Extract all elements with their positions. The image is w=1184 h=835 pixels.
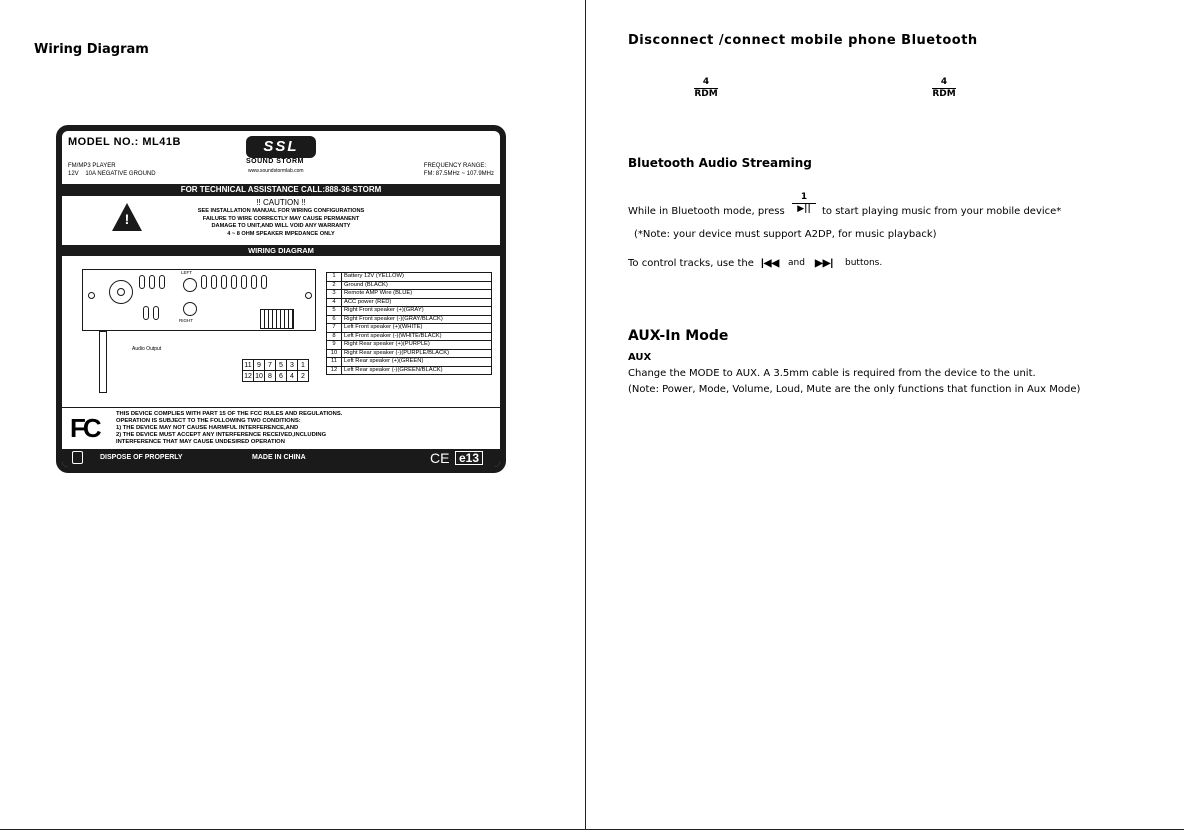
wire-number: 11 xyxy=(327,358,342,367)
wire-row xyxy=(327,298,492,307)
right-label: RIGHT xyxy=(179,318,193,323)
rdm-number: 4 xyxy=(694,77,718,89)
play-pause-button xyxy=(792,192,816,215)
wire-number: 3 xyxy=(327,290,342,299)
wire-label: Right Rear speaker (-)(PURPLE/BLACK) xyxy=(342,349,492,358)
pin-cell: 2 xyxy=(298,371,309,382)
slot-icon xyxy=(149,275,155,289)
pin-cell: 12 xyxy=(244,372,252,380)
pin-cell: 9 xyxy=(254,360,265,371)
fcc-line: 1) THE DEVICE MAY NOT CAUSE HARMFUL INTERFERENCE,AND xyxy=(116,425,299,431)
wire-row xyxy=(327,324,492,333)
player-line: FM/MP3 PLAYER xyxy=(68,163,116,169)
streaming-pre: While in Bluetooth mode, press xyxy=(628,206,785,217)
fcc-line: THIS DEVICE COMPLIES WITH PART 15 OF THE FCC RULES AND REGULATIONS. xyxy=(116,411,343,417)
wire-number: 1 xyxy=(327,273,342,282)
right-page xyxy=(586,0,1184,830)
made-in-label: MADE IN CHINA xyxy=(252,454,306,461)
wire-row xyxy=(327,349,492,358)
pin-cell: 10 xyxy=(255,372,263,380)
wire-label: Remote AMP Wire (BLUE) xyxy=(342,290,492,299)
play-number: 1 xyxy=(792,192,816,204)
streaming-title: Bluetooth Audio Streaming xyxy=(628,156,812,170)
pin-cell: 3 xyxy=(287,360,298,371)
fcc-line: INTERFERENCE THAT MAY CAUSE UNDESIRED OPERATION xyxy=(116,439,285,445)
right-rca-icon xyxy=(183,302,197,316)
pin-row xyxy=(243,371,309,382)
wire-label: Left Front speaker (-)(WHITE/BLACK) xyxy=(342,332,492,341)
screw-icon xyxy=(88,292,95,299)
aux-subtitle: AUX xyxy=(628,352,652,363)
slot-icon xyxy=(143,306,149,320)
tech-assist-bar: FOR TECHNICAL ASSISTANCE CALL:888-36-STORM xyxy=(62,184,500,196)
slot-icon xyxy=(159,275,165,289)
ssl-logo: SSL xyxy=(246,136,316,158)
iso-connector-icon xyxy=(260,309,294,329)
fcc-logo: FC xyxy=(70,413,99,443)
wire-number: 9 xyxy=(327,341,342,350)
pin-layout-table xyxy=(242,359,309,382)
fcc-line: 2) THE DEVICE MUST ACCEPT ANY INTERFERENCE RECEIVED,INCLUDING xyxy=(116,432,327,438)
e13-mark: e13 xyxy=(455,451,483,465)
exclamation-icon: ! xyxy=(124,211,130,227)
rdm-label: RDM xyxy=(694,89,718,99)
wire-number: 2 xyxy=(327,281,342,290)
tracks-pre: To control tracks, use the xyxy=(628,258,754,269)
divider xyxy=(62,407,500,408)
slot-icon xyxy=(139,275,145,289)
wire-row xyxy=(327,307,492,316)
left-label: LEFT xyxy=(181,270,193,275)
wire-row xyxy=(327,366,492,375)
aux-instruction: Change the MODE to AUX. A 3.5mm cable is required from the device to the unit. xyxy=(628,368,1036,379)
wire-row xyxy=(327,341,492,350)
pin-cell: 6 xyxy=(276,371,287,382)
wire-number: 12 xyxy=(327,366,342,375)
wire-label: Right Front speaker (-)(GRAY/BLACK) xyxy=(342,315,492,324)
slot-icon xyxy=(153,306,159,320)
a2dp-note: (*Note: your device must support A2DP, for music playback) xyxy=(634,229,937,240)
caution-text xyxy=(167,208,395,238)
website: www.soundstormlab.com xyxy=(248,168,304,174)
wire-label: Battery 12V (YELLOW) xyxy=(342,273,492,282)
pin-cell: 1 xyxy=(298,360,309,371)
left-page xyxy=(0,0,586,830)
freq-label: FREQUENCY RANGE: xyxy=(423,163,487,169)
aux-title: AUX-In Mode xyxy=(628,328,729,344)
wire-row xyxy=(327,358,492,367)
tracks-and: and xyxy=(788,258,805,268)
label-plate xyxy=(56,125,506,473)
audio-output-label: Audio Output xyxy=(132,346,162,352)
recycle-bin-icon xyxy=(72,451,83,464)
slot-icon xyxy=(261,275,267,289)
ce-mark: CE xyxy=(430,450,450,466)
wire-label: Left Rear speaker (-)(GREEN/BLACK) xyxy=(342,366,492,375)
pin-cell: 7 xyxy=(265,360,276,371)
wire-label: Left Rear speaker (+)(GREEN) xyxy=(342,358,492,367)
rdm-number: 4 xyxy=(932,77,956,89)
previous-track-icon: |◀◀ xyxy=(761,258,780,269)
rdm-button-1 xyxy=(694,77,718,100)
player-info xyxy=(68,162,156,178)
wire-number: 10 xyxy=(327,349,342,358)
wire-number: 5 xyxy=(327,307,342,316)
pin-cell: 5 xyxy=(276,360,287,371)
rdm-button-2 xyxy=(932,77,956,100)
wire-label: Ground (BLACK) xyxy=(342,281,492,290)
wire-number: 8 xyxy=(327,332,342,341)
wire-number: 7 xyxy=(327,324,342,333)
wire-row xyxy=(327,315,492,324)
slot-icon xyxy=(211,275,217,289)
wire-row xyxy=(327,332,492,341)
wire-row xyxy=(327,273,492,282)
bottom-rule xyxy=(0,829,1184,830)
streaming-post: to start playing music from your mobile device* xyxy=(822,206,1062,217)
slot-icon xyxy=(221,275,227,289)
bottom-bar xyxy=(62,449,500,467)
dispose-label: DISPOSE OF PROPERLY xyxy=(100,454,183,461)
pin-cell: 8 xyxy=(265,371,276,382)
bt-connect-title: Disconnect /connect mobile phone Bluetooth xyxy=(628,33,978,48)
caution-line: DAMAGE TO UNIT,AND WILL VOID ANY WARRANTY xyxy=(211,223,351,229)
slot-icon xyxy=(201,275,207,289)
wire-legend-table xyxy=(326,272,492,375)
pin-cell: 11 xyxy=(244,361,252,369)
fcc-statement xyxy=(116,411,446,446)
caution-line: FAILURE TO WIRE CORRECTLY MAY CAUSE PERMANENT xyxy=(202,215,360,222)
model-number: MODEL NO.: ML41B xyxy=(68,136,181,148)
power-line: 12V 10A NEGATIVE GROUND xyxy=(68,171,156,177)
wire-label: Left Front speaker (+)(WHITE) xyxy=(342,324,492,333)
slot-icon xyxy=(231,275,237,289)
frequency-info xyxy=(424,162,494,178)
brand-name: SOUND STORM xyxy=(246,158,304,165)
wire-number: 4 xyxy=(327,298,342,307)
caution-line: 4 ~ 8 OHM SPEAKER IMPEDANCE ONLY xyxy=(227,230,335,237)
wiring-diagram-bar: WIRING DIAGRAM xyxy=(62,245,500,256)
wire-row xyxy=(327,281,492,290)
wire-row xyxy=(327,290,492,299)
slot-icon xyxy=(251,275,257,289)
freq-range: FM: 87.5MHz ~ 107.9MHz xyxy=(423,171,494,177)
wire-label: Right Front speaker (+)(GRAY) xyxy=(342,307,492,316)
antenna-pin-icon xyxy=(117,288,125,296)
fcc-line: OPERATION IS SUBJECT TO THE FOLLOWING TWO CONDITIONS: xyxy=(116,418,301,424)
pin-row xyxy=(243,360,309,371)
wire-number: 6 xyxy=(327,315,342,324)
aux-note: (Note: Power, Mode, Volume, Loud, Mute are the only functions that function in Aux Mode) xyxy=(628,384,1081,395)
caution-title: !! CAUTION !! xyxy=(256,198,306,207)
cable-icon xyxy=(99,331,107,393)
play-pause-icon: ▶|| xyxy=(797,204,811,214)
pin-cell: 4 xyxy=(287,371,298,382)
caution-line: SEE INSTALLATION MANUAL FOR WIRING CONFIGURATIONS xyxy=(197,208,365,214)
wire-label: Right Rear speaker (+)(PURPLE) xyxy=(342,341,492,350)
screw-icon xyxy=(305,292,312,299)
wiring-diagram-title: Wiring Diagram xyxy=(34,42,149,57)
slot-icon xyxy=(241,275,247,289)
wire-label: ACC power (RED) xyxy=(342,298,492,307)
left-rca-icon xyxy=(183,278,197,292)
next-track-icon: ▶▶| xyxy=(815,258,834,269)
rdm-label: RDM xyxy=(932,89,956,99)
tracks-post: buttons. xyxy=(845,258,883,268)
